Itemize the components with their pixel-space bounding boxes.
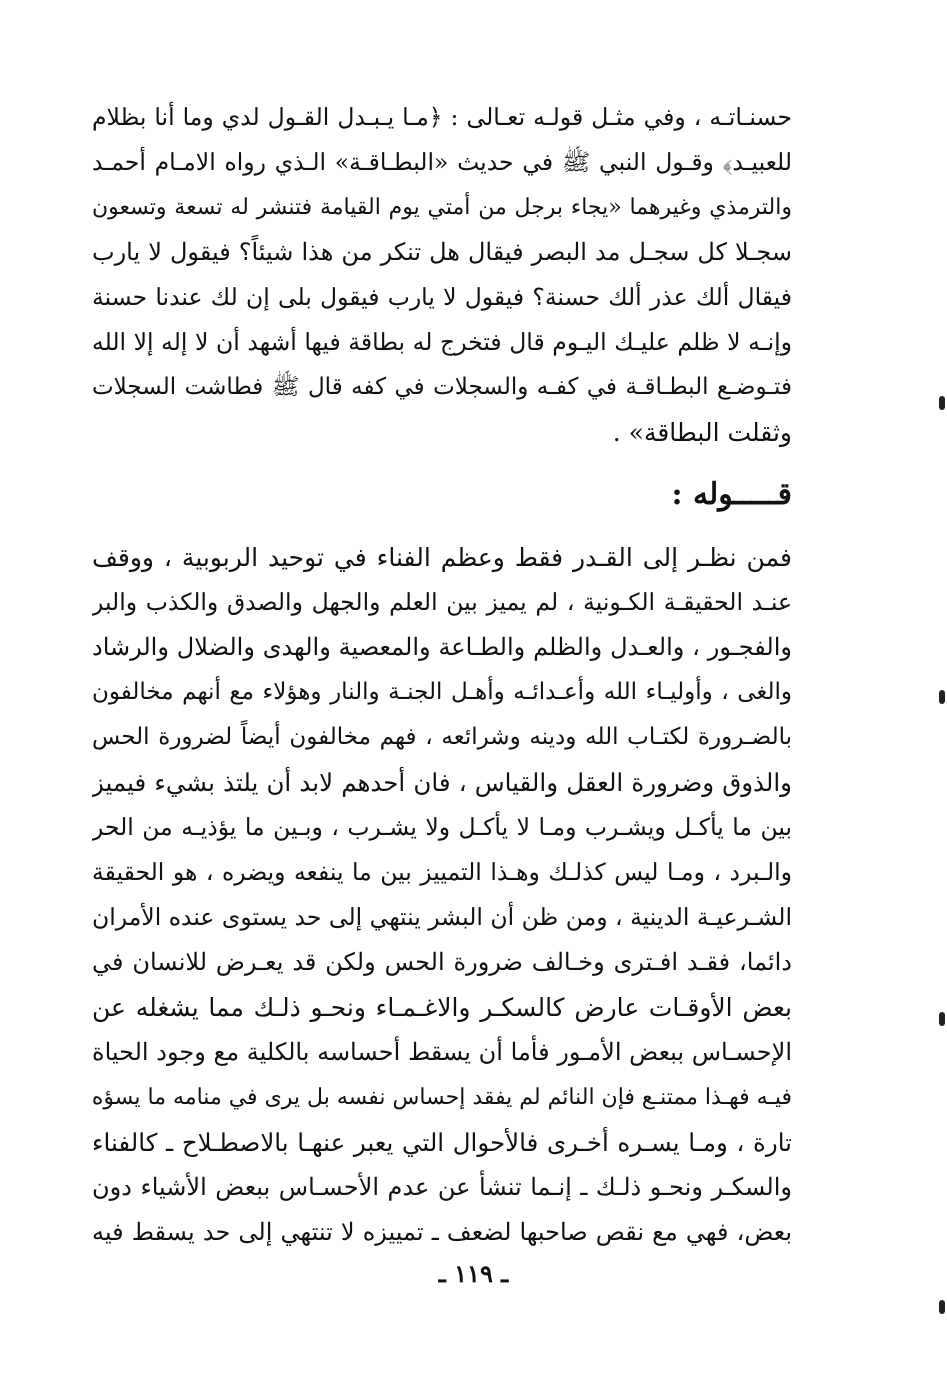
- text-line: الإحسـاس ببعض الأمـور فأما أن يسقط أحساسه بالكلية مع وجود الحياة: [92, 1038, 792, 1066]
- text-line: تارة ، ومـا يسـره أخـرى فالأحوال التي يعبر عنهـا بالاصطـلاح ـ كالفناء: [92, 1128, 792, 1157]
- text-line: حسنـاتـه ، وفي مثـل قولـه تعـالى : ﴿مـا يـبـدل القـول لدي وما أنا بظلام: [92, 103, 792, 131]
- scan-edge-mark: [939, 690, 945, 704]
- text-line: وثقلت البطاقة» .: [612, 418, 792, 447]
- page-number: ـ ١١٩ ـ: [438, 1259, 509, 1288]
- paragraph-commentary: [92, 535, 792, 1255]
- text-line: فتـوضـع البطـاقـة في كفـه والسجلات في كفه قال ﷺ فطاشت السجلات: [92, 374, 792, 400]
- text-line: سجـلا كل سجـل مد البصر فيقال هل تنكر من هذا شيئاً؟ فيقول لا يارب: [92, 238, 792, 266]
- section-heading: قـــــوله :: [671, 477, 792, 512]
- text-line: بالضـرورة لكتـاب الله ودينه وشرائعه ، فهم مخالفون أيضاً لضرورة الحس: [92, 724, 792, 750]
- text-line: والـبرد ، ومـا ليس كذلـك وهـذا التمييز بين ما ينفعه ويضره ، هو الحقيقة: [92, 858, 792, 886]
- text-line: والسكـر ونحـو ذلـك ـ إنـما تنشأ عن عدم الأحسـاس ببعض الأشياء دون: [92, 1173, 792, 1201]
- text-line: فيقال ألك عذر ألك حسنة؟ فيقول لا يارب فيقول بلى إن لك عندنا حسنة: [92, 283, 792, 311]
- text-line: بين ما يأكـل ويشـرب ومـا لا يأكـل ولا يشـرب ، وبـين ما يؤذيـه من الحر: [92, 813, 792, 841]
- text-line: والفجـور ، والعـدل والظلم والطـاعة والمعصية والهدى والضلال والرشاد: [92, 633, 792, 661]
- text-line: للعبيـد﴾ وقـول النبي ﷺ في حديث «البطـاقـة» الـذي رواه الامـام أحمـد: [92, 148, 792, 176]
- scan-edge-mark: [939, 1300, 945, 1314]
- text-line: بعض، فهي مع نقص صاحبها لضعف ـ تمييزه لا تنتهي إلى حد يسقط فيه: [92, 1218, 792, 1246]
- text-line: فيـه فهـذا ممتنـع فإن النائم لم يفقد إحساس نفسه بل يرى في منامه ما يسؤه: [92, 1085, 792, 1110]
- text-line: والذوق وضرورة العقل والقياس ، فان أحدهم لابد أن يلتذ بشيء فيميز: [92, 768, 792, 797]
- text-line: فمن نظـر إلى القـدر فقط وعظم الفناء في توحيد الربوبية ، ووقف: [92, 543, 792, 572]
- text-line: الشـرعيـة الدينية ، ومن ظن أن البشر ينتهي إلى حد يستوى عنده الأمران: [92, 903, 792, 931]
- text-line: دائما، فقـد افـترى وخـالف ضرورة الحس ولكن قد يعـرض للانسان في: [92, 948, 792, 976]
- text-line: والغى ، وأوليـاء الله وأعـدائـه وأهـل الجنـة والنار وهؤلاء مع أنهم مخالفون: [92, 679, 792, 705]
- text-line: والترمذي وغيرهما «يجاء برجل من أمتي يوم القيامة فتنشر له تسعة وتسعون: [92, 195, 792, 220]
- scan-edge-mark: [939, 1012, 945, 1026]
- scan-edge-mark: [939, 396, 945, 410]
- paragraph-hadith-bitaqa: [92, 95, 792, 455]
- text-line: وإنـه لا ظلم عليـك اليـوم قال فتخرج له بطاقة فيها أشهد أن لا إله إلا الله: [92, 328, 792, 356]
- text-line: عنـد الحقيقـة الكـونية ، لم يميز بين العلم والجهل والصدق والكذب والبر: [92, 588, 792, 616]
- text-line: بعض الأوقـات عارض كالسكـر والاغـمـاء ونحـو ذلـك مما يشغله عن: [92, 993, 792, 1022]
